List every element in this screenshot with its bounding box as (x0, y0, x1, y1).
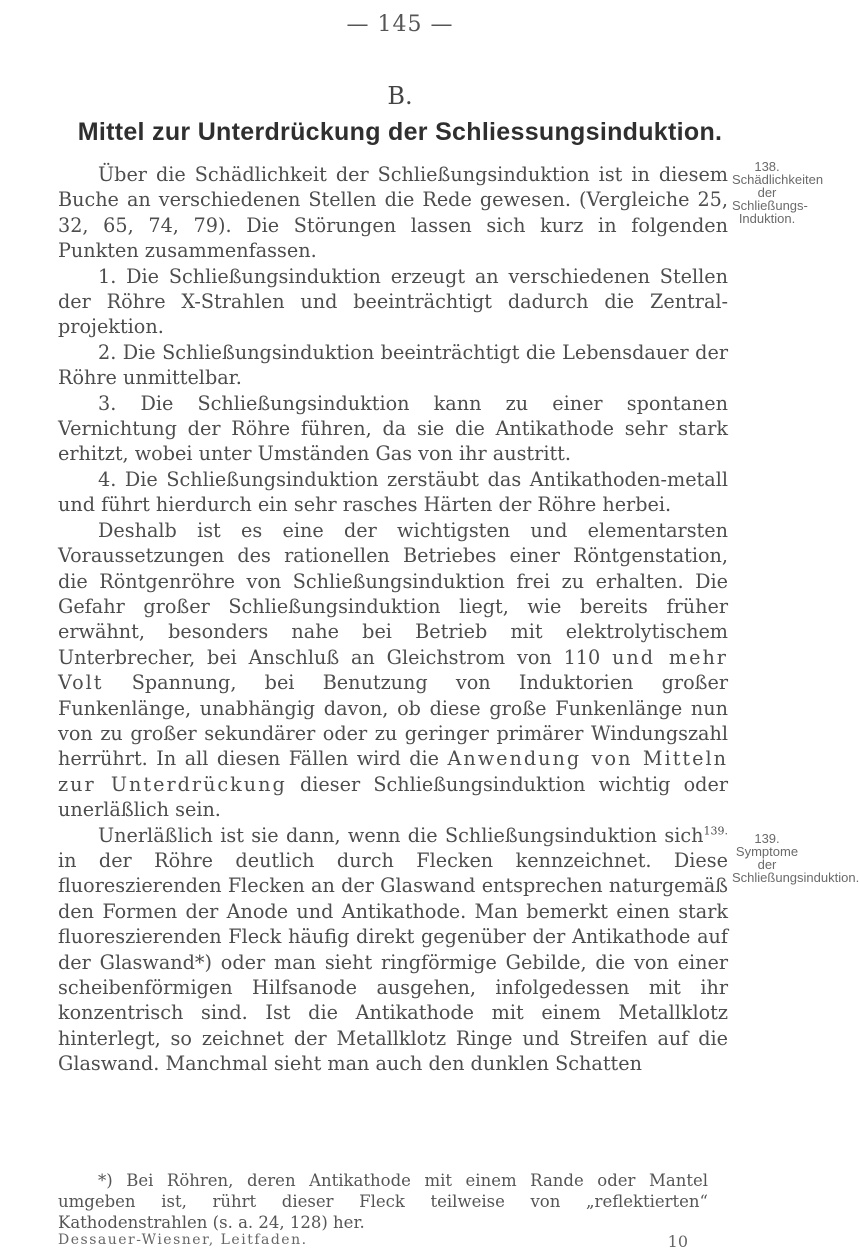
section-heading: Mittel zur Unterdrückung der Schliessungsinduktion. (77, 118, 723, 146)
text-run: Deshalb ist es eine der wichtigsten und elementarsten Voraussetzungen des rationellen Betriebes einer Röntgenstation, die Röntgenröhre von Schließungsinduktion frei zu erhalten. Die Gefahr großer Schließungsinduktion liegt, wie bereits früher erwähnt, besonders nahe bei Betrieb mit elektrolytischem Unterbrecher, bei Anschluß an Gleichstrom von 110 (58, 518, 728, 669)
text-run: dieser Schließungsinduktion wichtig oder unerläßlich sein. (58, 772, 728, 822)
emphasis-run: Anwendung von Mitteln zur Unterdrückung (58, 747, 728, 796)
list-item-4: 4. Die Schließungsinduktion zerstäubt das Antikathoden-metall und führt hierdurch ein sehr rasches Härten der Röhre herbei. (58, 467, 728, 517)
publisher-line: Dessauer-Wiesner, Leitfaden. (58, 1232, 308, 1248)
text-run: Spannung, bei Benutzung von Induktorien großer Funkenlänge, unabhängig davon, ob diese große Funkenlänge nun von zu großer sekundärer oder zu geringer primärer Windungszahl herrührt. In all diesen Fällen wird die (58, 671, 728, 771)
margin-note-138: 138. Schädlichkeiten der Schließungs-Induktion. (732, 159, 824, 226)
paragraph-deshalb (58, 518, 728, 823)
margin-ref: 139. (703, 824, 728, 838)
text-run: Unerläßlich ist sie dann, wenn die Schließungsinduktion sich (98, 823, 704, 847)
section-letter: B. (387, 82, 413, 110)
text-run: in der Röhre deutlich durch Flecken kennzeichnet. Diese fluoreszierenden Flecken an der Glaswand entsprechen naturgemäß den Formen der Anode und Antikathode. Man bemerkt einen stark fluoreszierenden Fleck häufig direkt gegenüber der Antikathode auf der Glaswand*) oder man sieht ringförmige Gebilde, die von einer scheibenförmigen Hilfsanode ausgehen, infolgedessen mit ihr konzentrisch sind. Ist die Antikathode mit einem Metallklotz hinterlegt, so zeichnet der Metallklotz Ringe und Streifen auf die Glaswand. Manchmal sieht man auch den dunklen Schatten (58, 848, 728, 1076)
emphasis-run: und mehr Volt (58, 645, 728, 695)
list-item-3: 3. Die Schließungsinduktion kann zu einer spontanen Vernichtung der Röhre führen, da sie die Antikathode sehr stark erhitzt, wobei unter Umständen Gas von ihr austritt. (58, 391, 728, 466)
footnote-text: *) Bei Röhren, deren Antikathode mit einem Rande oder Mantel umgeben ist, rührt dieser Fleck teilweise von „reflektierten“ Kathodenstrahlen (s. a. 24, 128) her. (58, 1171, 708, 1232)
body-text (58, 162, 728, 1077)
list-item-1: 1. Die Schließungsinduktion erzeugt an verschiedenen Stellen der Röhre X-Strahlen und beeinträchtigt dadurch die Zentral-projektion. (58, 264, 728, 339)
footnote (58, 1170, 708, 1233)
imprint-line (58, 1232, 708, 1251)
paragraph-unerlaesslich (58, 823, 728, 1077)
paragraph-intro: Über die Schädlichkeit der Schließungsinduktion ist in diesem Buche an verschiedenen Stellen die Rede gewesen. (Vergleiche 25, 32, 65, 74, 79). Die Störungen lassen sich kurz in folgenden Punkten zusammenfassen. (58, 163, 728, 263)
margin-note-139: 139. Symptome der Schließungsinduktion. (732, 831, 859, 885)
page-number: — 145 — (346, 12, 454, 37)
signature-mark: 10 (667, 1232, 688, 1251)
list-item-2: 2. Die Schließungsinduktion beeinträchtigt die Lebensdauer der Röhre unmittelbar. (58, 340, 728, 390)
